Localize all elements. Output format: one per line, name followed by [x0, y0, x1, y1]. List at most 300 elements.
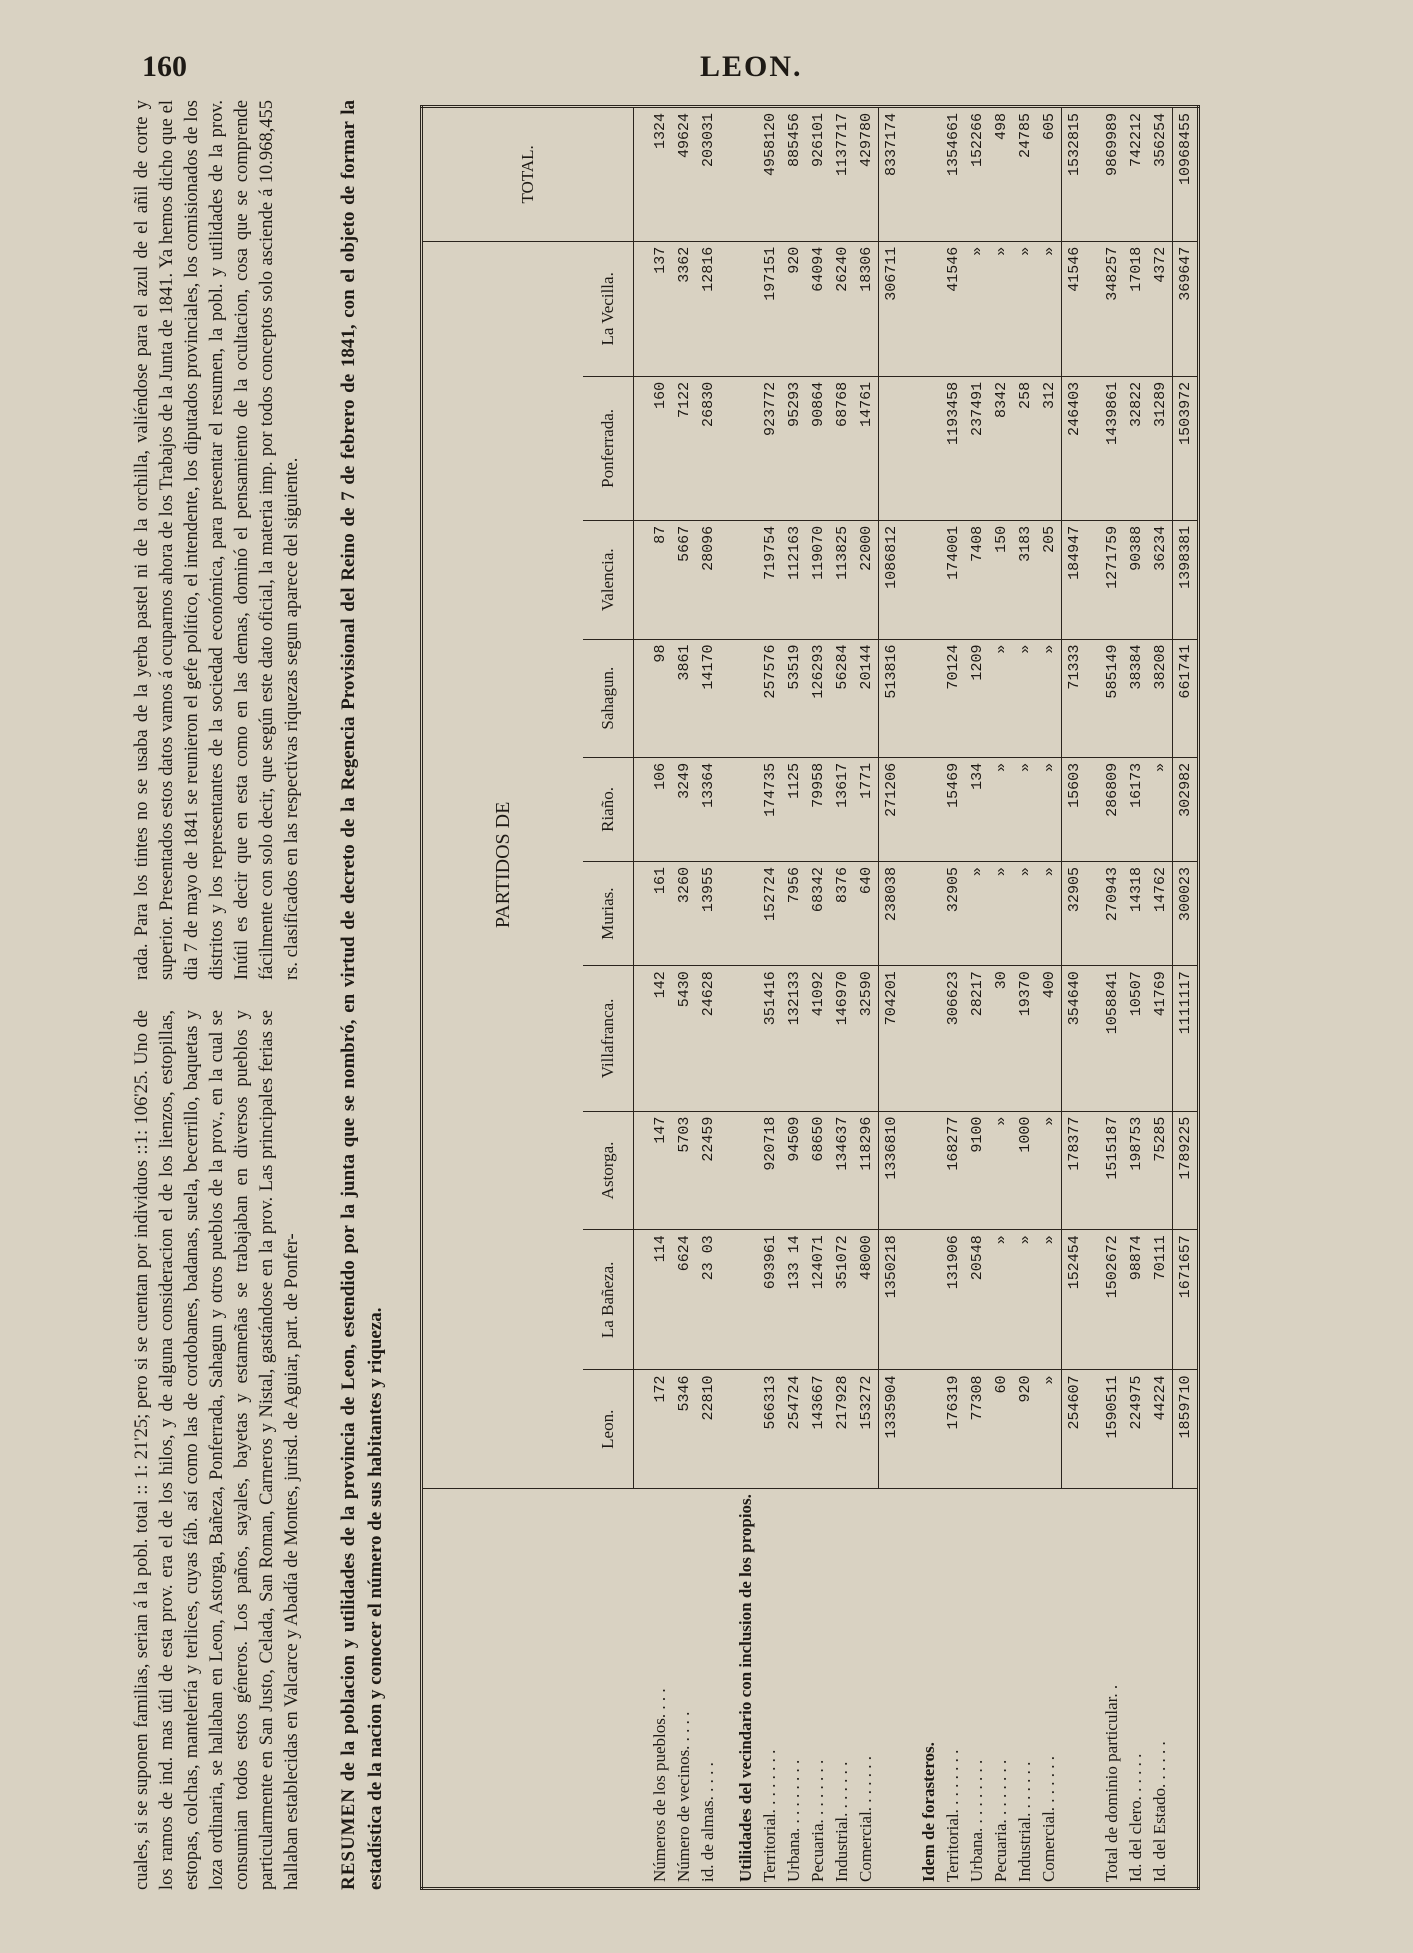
table-row: [854, 107, 879, 1889]
spacer-cell: [1086, 1111, 1100, 1230]
spacer-cell: [903, 757, 917, 861]
cell: 7122: [672, 376, 696, 520]
cell: 3249: [672, 757, 696, 861]
row-label: Territorial. . . . . . . .: [760, 1749, 779, 1882]
cell: [917, 1370, 941, 1489]
row-label: Industrial. . . . . . .: [1015, 1761, 1034, 1882]
cell: 8342: [989, 376, 1013, 520]
table-row: [696, 107, 720, 1889]
cell: 661741: [1173, 639, 1199, 757]
rotated-content: [130, 100, 1370, 1890]
cell: »: [1013, 1230, 1037, 1370]
cell: 19370: [1013, 966, 1037, 1111]
prose: [130, 100, 330, 1890]
cell: 90388: [1124, 520, 1148, 639]
cell: »: [1013, 241, 1037, 376]
cell: 71333: [1062, 639, 1087, 757]
cell: 14318: [1124, 862, 1148, 966]
cell: 920718: [758, 1111, 782, 1230]
spacer-cell: [720, 1111, 734, 1230]
spacer-cell: [634, 862, 649, 966]
cell: 56284: [830, 639, 854, 757]
prose-column-2: rada. Para los tintes no se usaba de la yerba pastel ni de la orchilla, valiéndose para el azul de el añil de corte y superior. Presentados estos datos vamos á ocuparnos ahora de los Trabajos de la Junta de 1841. Ya hemos dicho que el dia 7 de mayo de 1841 se reunieron el gefe político, el intendente, los diputados provinciales, los comisionados de los distritos y los representantes de la sociedad económica, para presentar el resumen, la pobl. y utilidades de la prov. Inútil es decir que en esta como en las demas, dominó el pensamiento de la ocultacion, cosa que se comprende fácilmente con solo decir, que según este dato oficial, la materia imp. por todos conceptos solo asciende á 10.968,455 rs. clasificados en las respectivas riquezas segun aparece del siguiente.: [132, 100, 302, 980]
cell: 152454: [1062, 1230, 1087, 1370]
cell: »: [1037, 639, 1062, 757]
cell: 1324: [648, 107, 672, 242]
cell: 70124: [941, 639, 965, 757]
spacer-cell: [634, 520, 649, 639]
cell: 98874: [1124, 1230, 1148, 1370]
cell: 400: [1037, 966, 1062, 1111]
table-row: [965, 107, 989, 1889]
table-row: [806, 107, 830, 1889]
cell: 354640: [1062, 966, 1087, 1111]
cell: 203031: [696, 107, 720, 242]
cell: »: [989, 757, 1013, 861]
header-blank: [422, 1489, 634, 1889]
subtotal-row-vecindario: [879, 107, 904, 1889]
cell: 238038: [879, 862, 904, 966]
column-header: Astorga.: [583, 1111, 634, 1230]
cell: 30: [989, 966, 1013, 1111]
cell: 168277: [941, 1111, 965, 1230]
spacer-cell: [634, 1489, 649, 1889]
cell: 246403: [1062, 376, 1087, 520]
spacer-cell: [634, 639, 649, 757]
cell: 742212: [1124, 107, 1148, 242]
cell: 152266: [965, 107, 989, 242]
cell: 9869989: [1100, 107, 1124, 242]
cell: 286809: [1100, 757, 1124, 861]
cell: 44224: [1148, 1370, 1173, 1489]
cell: [734, 966, 758, 1111]
cell: 41092: [806, 966, 830, 1111]
cell: 60: [989, 1370, 1013, 1489]
spacer-cell: [720, 757, 734, 861]
cell: 8376: [830, 862, 854, 966]
cell: [734, 757, 758, 861]
cell: 12816: [696, 241, 720, 376]
spacer-cell: [1086, 639, 1100, 757]
spacer-cell: [903, 966, 917, 1111]
cell: 10507: [1124, 966, 1148, 1111]
subtotal-row-forasteros: [1062, 107, 1087, 1889]
spacer-cell: [1086, 1230, 1100, 1370]
cell: 14170: [696, 639, 720, 757]
cell: 70111: [1148, 1230, 1173, 1370]
page-number: 160: [142, 50, 187, 83]
spacer-cell: [903, 1370, 917, 1489]
cell: 20548: [965, 1230, 989, 1370]
cell: 1209: [965, 639, 989, 757]
cell: »: [989, 862, 1013, 966]
row-label: Total de dominio particular. .: [1102, 1684, 1121, 1882]
cell: [734, 107, 758, 242]
cell: 198753: [1124, 1111, 1148, 1230]
resumen-table: [420, 105, 1200, 1890]
cell: 429780: [854, 107, 879, 242]
row-label: Id. del Estado. . . . . .: [1150, 1741, 1170, 1882]
cell: 10968455: [1173, 107, 1199, 242]
cell: 48000: [854, 1230, 879, 1370]
group-header: PARTIDOS DE: [422, 241, 584, 1488]
caption-text: de la poblacion y utilidades de la provincia de Leon, estendido por la junta que se nombró, en virtud de decreto de la Regencia Provisional del Reino de 7 de febrero de 1841, con el objeto de formar la estadística de la nacion y conocer el número de sus habitantes y riqueza.: [338, 100, 386, 1890]
cell: 134637: [830, 1111, 854, 1230]
cell: 22810: [696, 1370, 720, 1489]
table-row: [1037, 107, 1062, 1889]
cell: [734, 639, 758, 757]
spacer-cell: [634, 107, 649, 242]
cell: 254607: [1062, 1370, 1087, 1489]
table-row: [782, 107, 806, 1889]
column-header: Villafranca.: [583, 966, 634, 1111]
cell: 26830: [696, 376, 720, 520]
cell: 704201: [879, 966, 904, 1111]
cell: 3861: [672, 639, 696, 757]
cell: 1354661: [941, 107, 965, 242]
cell: 133 14: [782, 1230, 806, 1370]
cell: 513816: [879, 639, 904, 757]
cell: 1125: [782, 757, 806, 861]
cell: 1086812: [879, 520, 904, 639]
cell: 64094: [806, 241, 830, 376]
table-row: [672, 107, 696, 1889]
cell: 32905: [941, 862, 965, 966]
cell: 312: [1037, 376, 1062, 520]
cell: 1503972: [1173, 376, 1199, 520]
cell: 205: [1037, 520, 1062, 639]
cell: [734, 1111, 758, 1230]
cell: 26240: [830, 241, 854, 376]
spacer-cell: [720, 1489, 734, 1889]
row-label: [1062, 1489, 1087, 1889]
cell: 566313: [758, 1370, 782, 1489]
cell: 161: [648, 862, 672, 966]
column-header: Valencia.: [583, 520, 634, 639]
cell: »: [965, 862, 989, 966]
spacer-cell: [720, 1230, 734, 1370]
spacer-cell: [903, 862, 917, 966]
spacer-cell: [720, 376, 734, 520]
cell: [734, 1230, 758, 1370]
cell: 172: [648, 1370, 672, 1489]
cell: 1789225: [1173, 1111, 1199, 1230]
cell: 217928: [830, 1370, 854, 1489]
cell: 87: [648, 520, 672, 639]
column-header: Leon.: [583, 1370, 634, 1489]
column-header: La Vecilla.: [583, 241, 634, 376]
cell: 1350218: [879, 1230, 904, 1370]
cell: »: [1013, 757, 1037, 861]
cell: 4372: [1148, 241, 1173, 376]
cell: »: [1013, 639, 1037, 757]
cell: »: [989, 1111, 1013, 1230]
spacer-cell: [720, 862, 734, 966]
cell: 94509: [782, 1111, 806, 1230]
cell: 348257: [1100, 241, 1124, 376]
cell: 306711: [879, 241, 904, 376]
spacer-cell: [634, 757, 649, 861]
cell: 1137717: [830, 107, 854, 242]
cell: 923772: [758, 376, 782, 520]
cell: 178377: [1062, 1111, 1087, 1230]
cell: 3183: [1013, 520, 1037, 639]
cell: 719754: [758, 520, 782, 639]
spacer-cell: [1086, 862, 1100, 966]
cell: 15469: [941, 757, 965, 861]
cell: »: [1037, 757, 1062, 861]
cell: 257576: [758, 639, 782, 757]
cell: 5346: [672, 1370, 696, 1489]
spacer-cell: [903, 1111, 917, 1230]
cell: 1111117: [1173, 966, 1199, 1111]
cell: »: [1148, 757, 1173, 861]
column-header: Riaño.: [583, 757, 634, 861]
cell: 134: [965, 757, 989, 861]
row-label: Urbana. . . . . . . . .: [784, 1759, 803, 1882]
cell: 13955: [696, 862, 720, 966]
cell: 112163: [782, 520, 806, 639]
cell: [917, 639, 941, 757]
row-label: Pecuaria. . . . . . . .: [991, 1759, 1010, 1882]
cell: [879, 376, 904, 520]
cell: 126293: [806, 639, 830, 757]
row-label: Comercial. . . . . . .: [1039, 1755, 1059, 1882]
table-row: [1124, 107, 1148, 1889]
table-caption: [335, 100, 389, 1890]
spacer-cell: [634, 241, 649, 376]
spacer-cell: [720, 966, 734, 1111]
cell: »: [1037, 1111, 1062, 1230]
spacer-cell: [1086, 107, 1100, 242]
cell: »: [1037, 241, 1062, 376]
grand-total-row: [1173, 107, 1199, 1889]
spacer-cell: [634, 1370, 649, 1489]
cell: 119070: [806, 520, 830, 639]
cell: 24785: [1013, 107, 1037, 242]
cell: 498: [989, 107, 1013, 242]
row-label: Números de los pueblos. . . .: [650, 1688, 669, 1882]
cell: 106: [648, 757, 672, 861]
cell: 1058841: [1100, 966, 1124, 1111]
spacer-cell: [634, 1230, 649, 1370]
cell: 41769: [1148, 966, 1173, 1111]
cell: 7408: [965, 520, 989, 639]
cell: [917, 376, 941, 520]
cell: 258: [1013, 376, 1037, 520]
cell: 5430: [672, 966, 696, 1111]
cell: 152724: [758, 862, 782, 966]
cell: 23 03: [696, 1230, 720, 1370]
spacer-cell: [1086, 966, 1100, 1111]
cell: 306623: [941, 966, 965, 1111]
table-row: [989, 107, 1013, 1889]
cell: »: [989, 639, 1013, 757]
cell: 1193458: [941, 376, 965, 520]
cell: 926101: [806, 107, 830, 242]
spacer-row: [1086, 107, 1100, 1889]
spacer-cell: [634, 966, 649, 1111]
spacer-row: [720, 107, 734, 1889]
cell: 32905: [1062, 862, 1087, 966]
section-title: Idem de forasteros.: [919, 1742, 938, 1882]
cell: 302982: [1173, 757, 1199, 861]
cell: 369647: [1173, 241, 1199, 376]
spacer-row: [634, 107, 649, 1889]
table-row: [648, 107, 672, 1889]
cell: 68342: [806, 862, 830, 966]
cell: 16173: [1124, 757, 1148, 861]
cell: 95293: [782, 376, 806, 520]
column-header: Sahagun.: [583, 639, 634, 757]
spacer-cell: [634, 376, 649, 520]
spacer-cell: [720, 639, 734, 757]
cell: 1000: [1013, 1111, 1037, 1230]
cell: [734, 376, 758, 520]
cell: 38384: [1124, 639, 1148, 757]
cell: 605: [1037, 107, 1062, 242]
cell: 24628: [696, 966, 720, 1111]
cell: 153272: [854, 1370, 879, 1489]
spacer-cell: [1086, 376, 1100, 520]
cell: [917, 107, 941, 242]
cell: »: [1037, 862, 1062, 966]
cell: 351416: [758, 966, 782, 1111]
cell: 271206: [879, 757, 904, 861]
cell: 1859710: [1173, 1370, 1199, 1489]
spacer-cell: [720, 241, 734, 376]
cell: 3362: [672, 241, 696, 376]
cell: [917, 862, 941, 966]
cell: 1398381: [1173, 520, 1199, 639]
cell: 224975: [1124, 1370, 1148, 1489]
cell: 920: [1013, 1370, 1037, 1489]
cell: 184947: [1062, 520, 1087, 639]
cell: 300023: [1173, 862, 1199, 966]
cell: 32822: [1124, 376, 1148, 520]
table-row: [1148, 107, 1173, 1889]
cell: [917, 1111, 941, 1230]
cell: 885456: [782, 107, 806, 242]
spacer-cell: [1086, 1489, 1100, 1889]
section-title: Utilidades del vecindario con inclusion de los propios.: [736, 1494, 755, 1882]
section-row: [734, 107, 758, 1889]
cell: 147: [648, 1111, 672, 1230]
cell: 18306: [854, 241, 879, 376]
cell: [917, 757, 941, 861]
cell: 270943: [1100, 862, 1124, 966]
cell: 5667: [672, 520, 696, 639]
cell: 1532815: [1062, 107, 1087, 242]
cell: 142: [648, 966, 672, 1111]
cell: 5703: [672, 1111, 696, 1230]
cell: 53519: [782, 639, 806, 757]
cell: 176319: [941, 1370, 965, 1489]
cell: »: [989, 1230, 1013, 1370]
cell: 1671657: [1173, 1230, 1199, 1370]
cell: 174001: [941, 520, 965, 639]
cell: 356254: [1148, 107, 1173, 242]
spacer-cell: [903, 639, 917, 757]
cell: 118296: [854, 1111, 879, 1230]
cell: [917, 966, 941, 1111]
cell: 160: [648, 376, 672, 520]
cell: 41546: [941, 241, 965, 376]
cell: 68768: [830, 376, 854, 520]
cell: [734, 241, 758, 376]
row-label: id. de almas. . . . .: [698, 1762, 717, 1882]
cell: 49624: [672, 107, 696, 242]
cell: »: [1037, 1370, 1062, 1489]
cell: 13364: [696, 757, 720, 861]
column-header: Murias.: [583, 862, 634, 966]
cell: 143667: [806, 1370, 830, 1489]
cell: 1271759: [1100, 520, 1124, 639]
cell: »: [1013, 862, 1037, 966]
section-row: [917, 107, 941, 1889]
cell: 351072: [830, 1230, 854, 1370]
spacer-cell: [903, 107, 917, 242]
cell: 98: [648, 639, 672, 757]
cell: [734, 1370, 758, 1489]
cell: [734, 520, 758, 639]
cell: 254724: [782, 1370, 806, 1489]
cell: 3260: [672, 862, 696, 966]
header-row-group: [422, 107, 584, 1889]
cell: 41546: [1062, 241, 1087, 376]
row-label: Comercial. . . . . . .: [856, 1755, 876, 1882]
cell: 6624: [672, 1230, 696, 1370]
cell: 131906: [941, 1230, 965, 1370]
column-header-total: TOTAL.: [422, 107, 634, 242]
table-row: [1013, 107, 1037, 1889]
cell: 640: [854, 862, 879, 966]
spacer-cell: [903, 376, 917, 520]
column-header: Ponferrada.: [583, 376, 634, 520]
cell: 17018: [1124, 241, 1148, 376]
cell: [917, 1230, 941, 1370]
table-row: [758, 107, 782, 1889]
cell: 146970: [830, 966, 854, 1111]
cell: 1336810: [879, 1111, 904, 1230]
cell: [917, 241, 941, 376]
cell: 28096: [696, 520, 720, 639]
cell: 20144: [854, 639, 879, 757]
cell: [734, 862, 758, 966]
cell: 124071: [806, 1230, 830, 1370]
row-label: Id. del clero. . . . . .: [1126, 1753, 1145, 1882]
cell: 4958120: [758, 107, 782, 242]
cell: 920: [782, 241, 806, 376]
spacer-cell: [903, 1489, 917, 1889]
spacer-cell: [903, 1230, 917, 1370]
cell: »: [965, 241, 989, 376]
spacer-cell: [720, 1370, 734, 1489]
cell: 14762: [1148, 862, 1173, 966]
cell: 137: [648, 241, 672, 376]
row-label: Número de vecinos. . . . .: [674, 1711, 693, 1882]
cell: 114: [648, 1230, 672, 1370]
cell: 38208: [1148, 639, 1173, 757]
cell: 1502672: [1100, 1230, 1124, 1370]
cell: 14761: [854, 376, 879, 520]
cell: 7956: [782, 862, 806, 966]
table-row: [941, 107, 965, 1889]
spacer-cell: [1086, 520, 1100, 639]
spacer-cell: [720, 520, 734, 639]
row-label: Pecuaria. . . . . . . .: [808, 1759, 827, 1882]
spacer-row: [903, 107, 917, 1889]
